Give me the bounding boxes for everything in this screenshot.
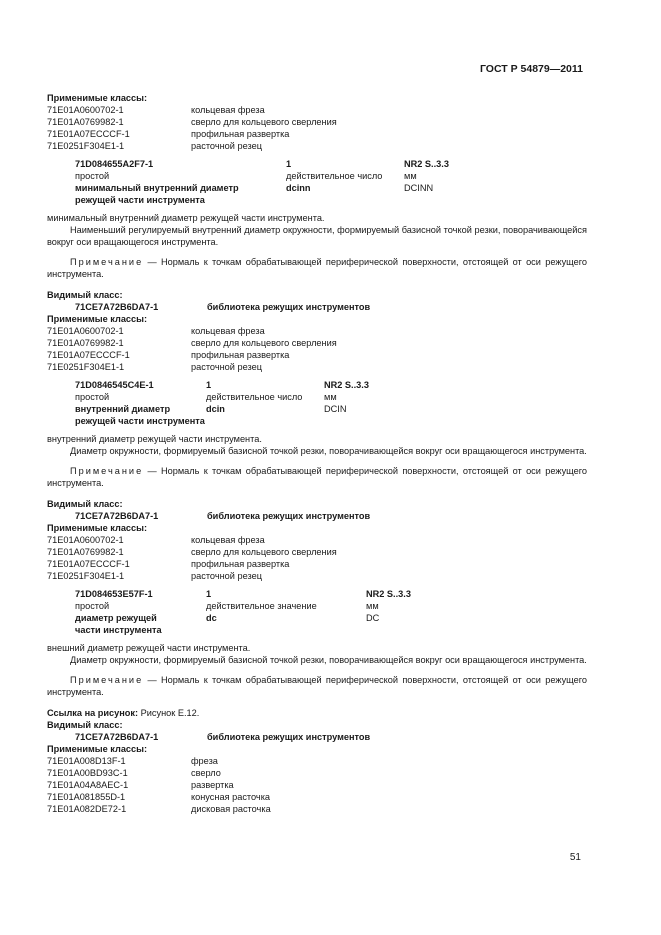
class-name: профильная развертка (191, 129, 290, 139)
attribute-name-cont: режущей части инструмента (75, 195, 205, 205)
class-list (47, 755, 587, 815)
class-code: 71E01A04A8AEC-1 (47, 780, 129, 790)
attribute-unit: мм (324, 392, 337, 402)
class-name: кольцевая фреза (191, 105, 265, 115)
note-label: Примечание (70, 675, 144, 685)
figure-reference (47, 707, 587, 719)
figure-ref-value: Рисунок Е.12. (138, 708, 200, 718)
note-label: Примечание (70, 466, 144, 476)
attribute-unit: мм (366, 601, 379, 611)
class-name: сверло для кольцевого сверления (191, 338, 337, 348)
class-list (47, 104, 587, 152)
definition-text: внешний диаметр режущей части инструмента. (47, 643, 251, 653)
class-name: развертка (191, 780, 234, 790)
visible-class-code: 71CE7A72B6DA7-1 (75, 732, 159, 742)
attribute-ref: NR2 S..3.3 (324, 380, 369, 390)
attribute-ref: NR2 S..3.3 (366, 589, 411, 599)
class-name: профильная развертка (191, 559, 290, 569)
class-code: 71E01A0769982-1 (47, 547, 124, 557)
list-item (47, 337, 587, 349)
attribute-code: DCINN (404, 183, 434, 193)
visible-class-name: библиотека режущих инструментов (207, 732, 371, 742)
class-code: 71E01A07ECCCF-1 (47, 350, 130, 360)
attribute-symbol: dcinn (286, 183, 311, 193)
attribute-version: 1 (286, 159, 292, 169)
document-id: ГОСТ Р 54879—2011 (479, 63, 583, 75)
definition-text: минимальный внутренний диаметр режущей части инструмента. (47, 213, 325, 223)
note-paragraph (47, 465, 587, 489)
visible-class-code: 71CE7A72B6DA7-1 (75, 302, 159, 312)
class-name: сверло (191, 768, 221, 778)
attribute-symbol: dcin (206, 404, 225, 414)
attribute-unit: мм (404, 171, 417, 181)
class-code: 71E0251F304E1-1 (47, 571, 125, 581)
list-item (47, 779, 587, 791)
attribute-name: диаметр режущей (75, 613, 157, 623)
visible-class-row (75, 731, 587, 743)
list-item (47, 128, 587, 140)
attribute-kind: простой (75, 171, 110, 181)
description-text: Диаметр окружности, формируемый базисной точкой резки, поворачивающейся вокруг оси вращающегося инструмента. (70, 655, 587, 665)
class-name: дисковая расточка (191, 804, 271, 814)
note-text: — Нормаль к точкам обрабатывающей периферической поверхности, отстоящей от оси режущего инструмента. (47, 257, 587, 279)
class-name: сверло для кольцевого сверления (191, 547, 337, 557)
definition-text: внутренний диаметр режущей части инструмента. (47, 434, 262, 444)
class-code: 71E01A07ECCCF-1 (47, 129, 130, 139)
attribute-code: DCIN (324, 404, 347, 414)
note-paragraph (47, 674, 587, 698)
figure-ref-label: Ссылка на рисунок: (47, 708, 139, 718)
class-code: 71E01A07ECCCF-1 (47, 559, 130, 569)
note-text: — Нормаль к точкам обрабатывающей периферической поверхности, отстоящей от оси режущего инструмента. (47, 466, 587, 488)
attribute-id: 71D084653E57F-1 (75, 589, 153, 599)
applicable-classes-title: Применимые классы: (47, 523, 148, 533)
class-list (47, 325, 587, 373)
class-code: 71E01A0769982-1 (47, 117, 124, 127)
visible-class-title: Видимый класс: (47, 720, 123, 730)
attribute-kind: простой (75, 392, 110, 402)
description-text: Диаметр окружности, формируемый базисной точкой резки, поворачивающейся вокруг оси вращающегося инструмента. (70, 446, 587, 456)
class-code: 71E01A082DE72-1 (47, 804, 127, 814)
attribute-datatype: действительное число (206, 392, 303, 402)
attribute-id: 71D0846545C4E-1 (75, 380, 154, 390)
attribute-name-cont: режущей части инструмента (75, 416, 205, 426)
attribute-datatype: действительное число (286, 171, 383, 181)
list-item (47, 791, 587, 803)
class-code: 71E0251F304E1-1 (47, 362, 125, 372)
visible-class-name: библиотека режущих инструментов (207, 511, 371, 521)
class-name: расточной резец (191, 141, 262, 151)
attribute-version: 1 (206, 589, 212, 599)
visible-class-code: 71CE7A72B6DA7-1 (75, 511, 159, 521)
attribute-name: минимальный внутренний диаметр (75, 183, 239, 193)
list-item (47, 140, 587, 152)
class-name: конусная расточка (191, 792, 271, 802)
note-label: Примечание (70, 257, 144, 267)
class-code: 71E01A0600702-1 (47, 105, 124, 115)
attribute-code: DC (366, 613, 380, 623)
class-name: кольцевая фреза (191, 535, 265, 545)
visible-class-name: библиотека режущих инструментов (207, 302, 371, 312)
note-text: — Нормаль к точкам обрабатывающей периферической поверхности, отстоящей от оси режущего инструмента. (47, 675, 587, 697)
list-item (47, 104, 587, 116)
class-name: сверло для кольцевого сверления (191, 117, 337, 127)
class-code: 71E01A081855D-1 (47, 792, 126, 802)
applicable-classes-title: Применимые классы: (47, 744, 148, 754)
list-item (47, 534, 587, 546)
attribute-datatype: действительное значение (206, 601, 317, 611)
attribute-table (75, 379, 587, 427)
class-code: 71E01A0600702-1 (47, 326, 124, 336)
list-item (47, 570, 587, 582)
list-item (47, 361, 587, 373)
class-code: 71E01A0769982-1 (47, 338, 124, 348)
list-item (47, 349, 587, 361)
class-code: 71E0251F304E1-1 (47, 141, 125, 151)
class-name: расточной резец (191, 362, 262, 372)
attribute-name-cont: части инструмента (75, 625, 162, 635)
visible-class-row (75, 510, 587, 522)
list-item (47, 558, 587, 570)
attribute-ref: NR2 S..3.3 (404, 159, 449, 169)
attribute-id: 71D084655A2F7-1 (75, 159, 154, 169)
attribute-version: 1 (206, 380, 212, 390)
class-code: 71E01A008D13F-1 (47, 756, 126, 766)
visible-class-row (75, 301, 587, 313)
visible-class-title: Видимый класс: (47, 290, 123, 300)
class-list (47, 534, 587, 582)
attribute-symbol: dc (206, 613, 217, 623)
description-text: Наименьший регулируемый внутренний диаметр окружности, формируемый базисной точкой резки, поворачивающейся вокруг оси вращающегося инструмента. (47, 225, 587, 247)
class-name: кольцевая фреза (191, 326, 265, 336)
class-name: расточной резец (191, 571, 262, 581)
list-item (47, 325, 587, 337)
list-item (47, 803, 587, 815)
class-code: 71E01A00BD93C-1 (47, 768, 128, 778)
list-item (47, 546, 587, 558)
visible-class-title: Видимый класс: (47, 499, 123, 509)
list-item (47, 767, 587, 779)
list-item (47, 116, 587, 128)
class-code: 71E01A0600702-1 (47, 535, 124, 545)
attribute-name: внутренний диаметр (75, 404, 171, 414)
attribute-kind: простой (75, 601, 110, 611)
page-number: 51 (569, 852, 581, 863)
attribute-table (75, 158, 587, 206)
applicable-classes-title: Применимые классы: (47, 314, 148, 324)
attribute-table (75, 588, 587, 636)
class-name: фреза (191, 756, 218, 766)
class-name: профильная развертка (191, 350, 290, 360)
note-paragraph (47, 256, 587, 280)
applicable-classes-title: Применимые классы: (47, 93, 148, 103)
page-content (47, 92, 587, 815)
list-item (47, 755, 587, 767)
